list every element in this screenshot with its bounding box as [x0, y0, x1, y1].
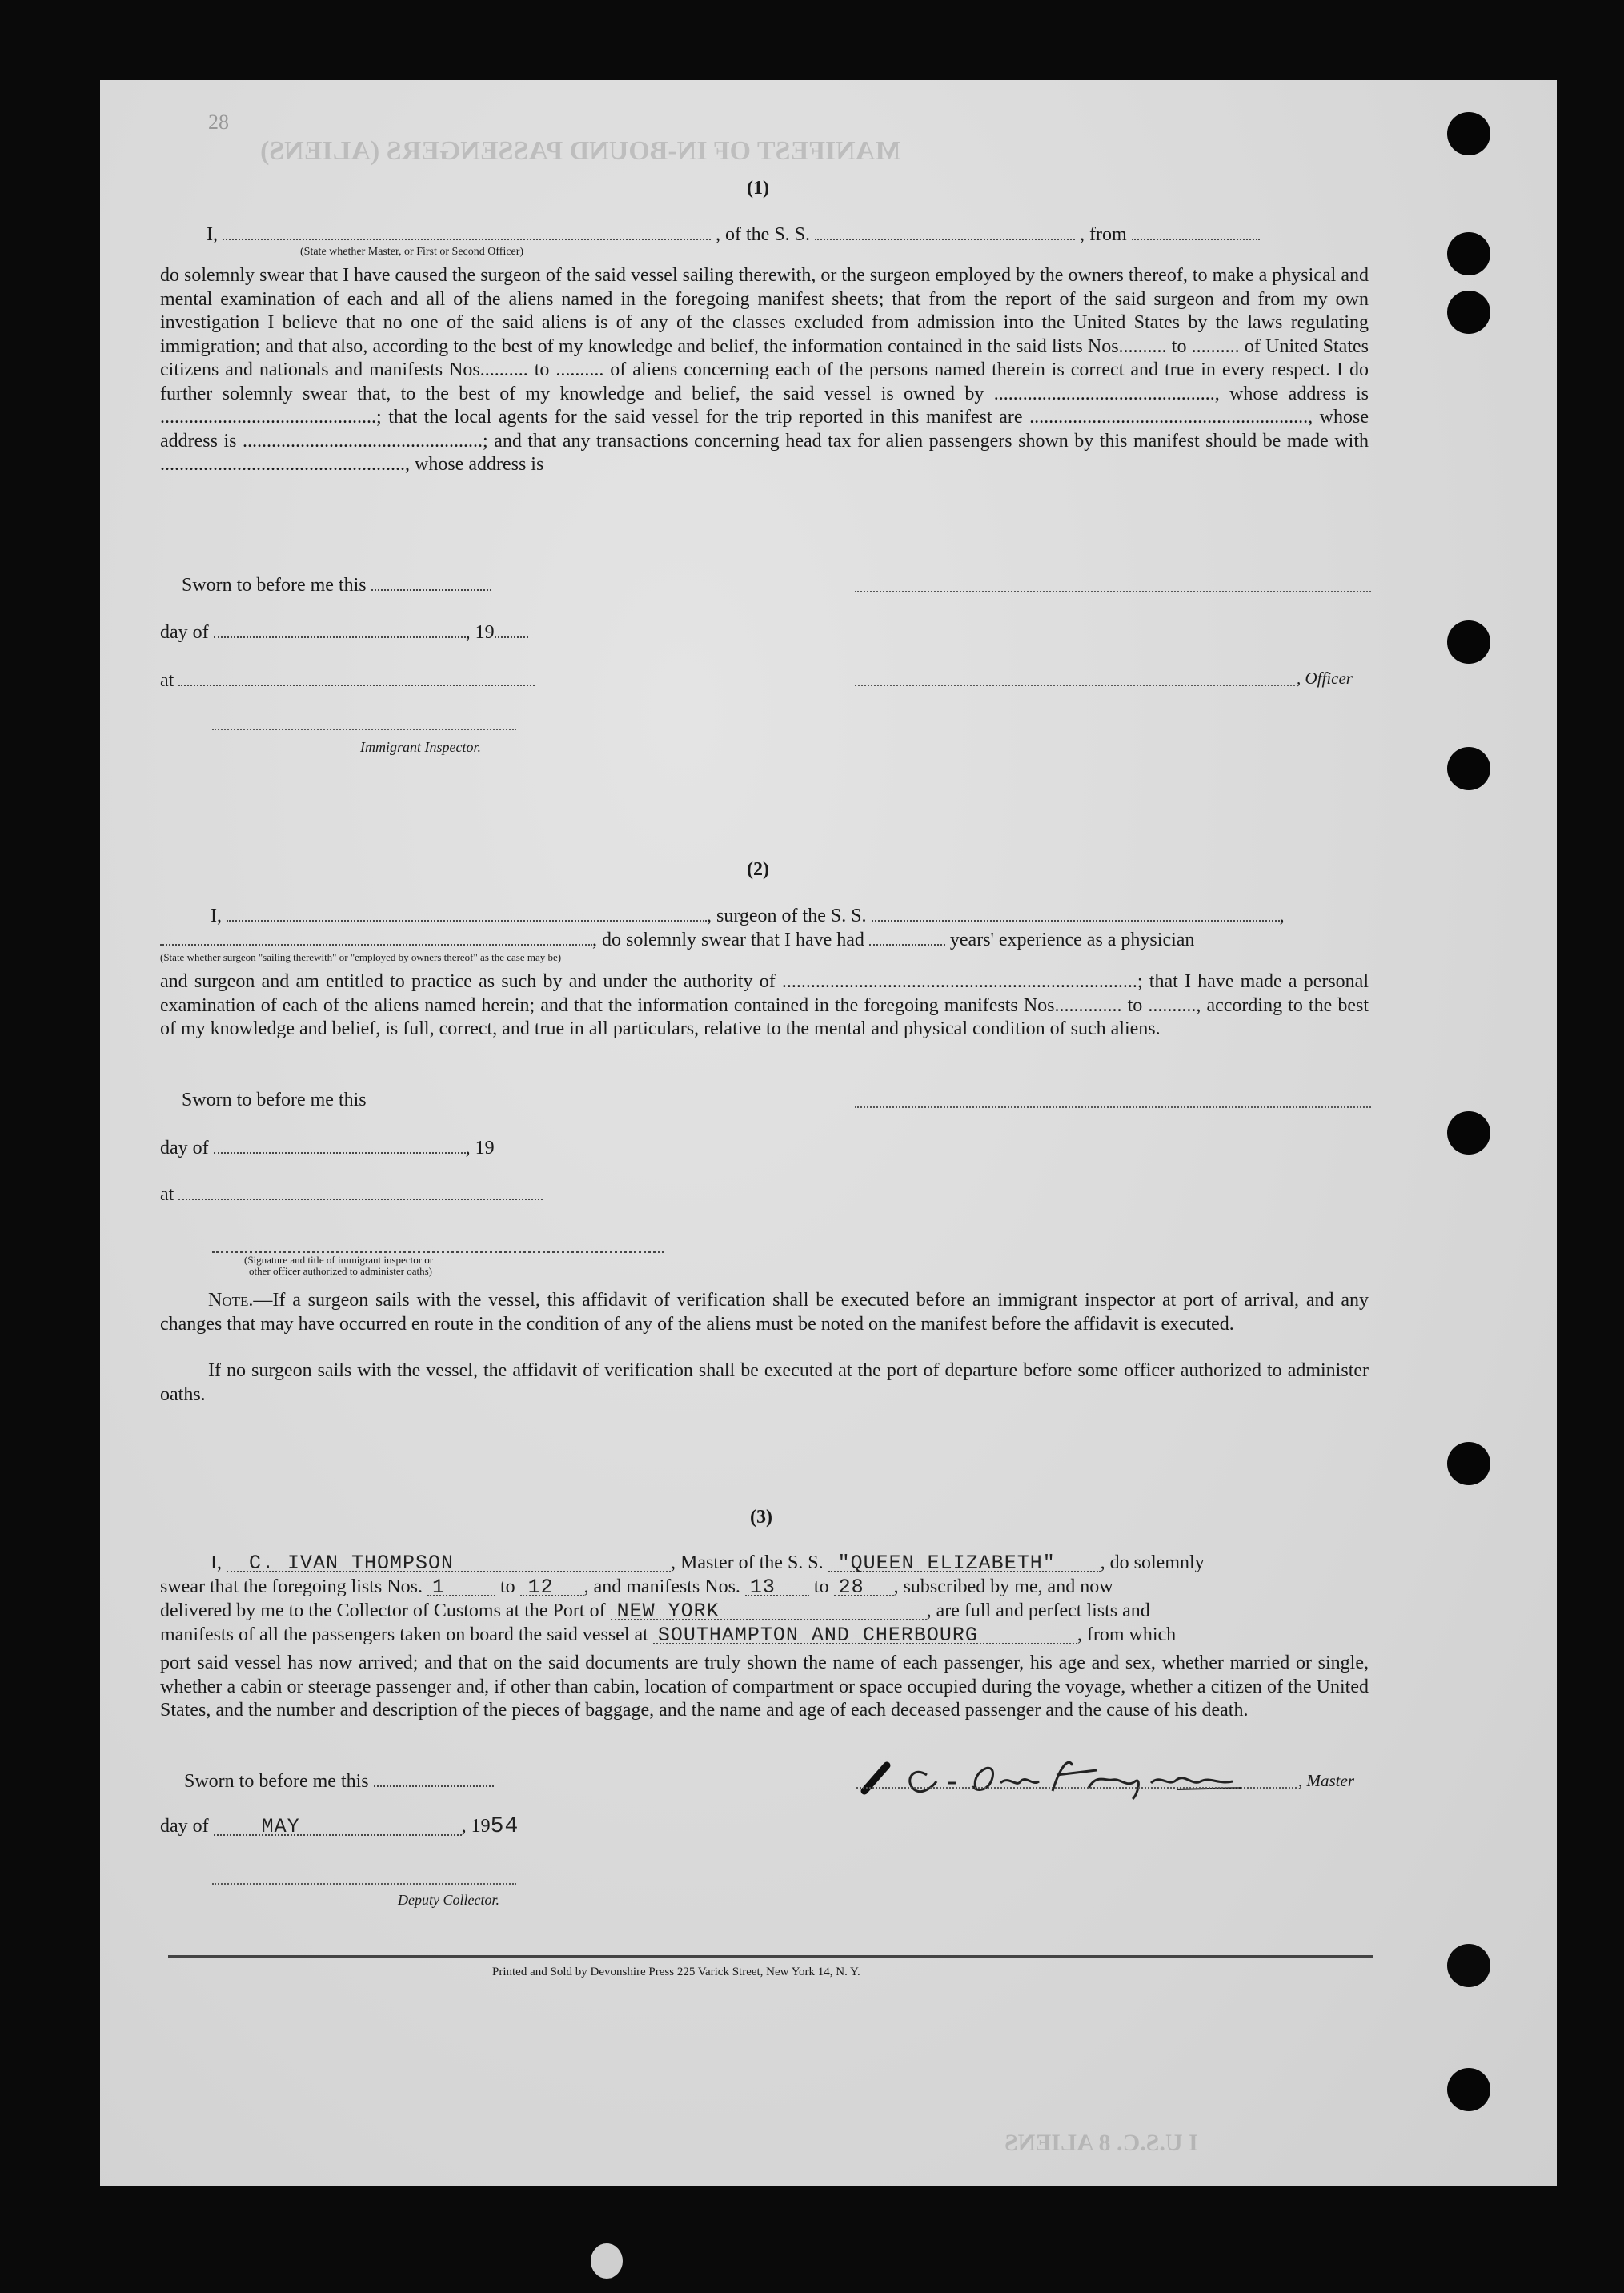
day-of-label: day of [160, 1138, 209, 1159]
vessel-name-field [815, 224, 1075, 240]
sworn-field [371, 575, 491, 591]
note-text-1: —If a surgeon sails with the vessel, this affidavit of verification shall be executed before an immigrant inspector at port of arrival, and any changes that may have occurred en route in the condition of any of the aliens must be noted on the manifest before the affidavit is executed. [160, 1290, 1369, 1335]
arrival-port: NEW YORK [616, 1600, 720, 1623]
bleed-stamp: I U.S.C. 8 ALIENS [1004, 2130, 1198, 2156]
to-label: to [813, 1576, 829, 1597]
day-field [214, 622, 466, 638]
form-sheet [100, 80, 1557, 2186]
note-paragraph-2: If no surgeon sails with the vessel, the affidavit of verification shall be executed at the port of departure before some officer authorized to administer oaths. [160, 1360, 1369, 1405]
year-value: 54 [490, 1814, 519, 1839]
section-2-swear-line [160, 930, 1194, 950]
deputy-line [212, 1883, 516, 1885]
of-ss-label: , of the S. S. [716, 224, 811, 245]
officer-signature-line [855, 591, 1371, 592]
binder-hole [1447, 2068, 1490, 2111]
at-label: at [160, 670, 174, 691]
surgeon-vessel-field [872, 906, 1280, 922]
surgeon-signature-line [855, 1106, 1371, 1108]
sworn-label: Sworn to before me this [182, 575, 367, 596]
binder-hole [1447, 1111, 1490, 1155]
bleed-header: MANIFEST OF IN-BOUND PASSENGERS (ALIENS) [260, 136, 901, 166]
section-2-day-of [160, 1138, 495, 1158]
section-1-sworn [182, 575, 491, 595]
at-label: at [160, 1184, 174, 1205]
swear-lists-label: swear that the foregoing lists Nos. [160, 1576, 423, 1597]
section-3-lists-line [160, 1576, 1113, 1599]
surgeon-name-field [227, 906, 707, 922]
section-1-day-of [160, 622, 528, 642]
section-1-caption: (State whether Master, or First or Second Officer) [300, 246, 524, 258]
section-2-sworn [182, 1090, 367, 1110]
section-3-number: (3) [750, 1507, 772, 1528]
section-1-body: do solemnly swear that I have caused the surgeon of the said vessel sailing therewith, or the surgeon employed by the owners thereof, to make a physical and mental examination of each and all of the aliens named in the foregoing manifest sheets; that from the report of the said surgeon and from my own investigation I believe that no one of the said aliens is of any of the classes excluded from admission into the United States by the laws regulating immigration; and that also, according to the best of my knowledge and belief, the information contained in the said lists Nos.......... to .......... of United States citizens and nationals and manifests Nos.......... to .......... of aliens concerning each of the persons named therein is correct and true in every respect. I do further solemnly swear that, to the best of my knowledge and belief, the said vessel is owned by .............................................., whose address is .............................................; that the local agents for the said vessel for the trip reported in this manifest are .........................................................., whose address is ..................................................; and that any transactions concerning head tax for alien passengers shown by this manifest should be made with ..................................................., whose address is [160, 265, 1369, 475]
ship-name: "QUEEN ELIZABETH" [837, 1552, 1056, 1575]
footer-rule [168, 1955, 1373, 1958]
binder-hole [1447, 291, 1490, 334]
section-3-i-line [211, 1552, 1205, 1575]
binder-hole [1447, 112, 1490, 155]
years-field [869, 930, 945, 946]
binder-hole [1447, 1944, 1490, 1987]
at-field [178, 670, 535, 686]
officer-name-field [223, 224, 711, 240]
i-label: I, [211, 906, 222, 926]
binder-hole [1447, 747, 1490, 790]
section-3-day-of [160, 1816, 519, 1838]
sig-caption-1: (Signature and title of immigrant inspector or [244, 1254, 434, 1266]
section-2-at [160, 1184, 543, 1204]
sworn-label: Sworn to before me this [182, 1090, 367, 1110]
page-number: 28 [208, 110, 229, 134]
binder-hole [1447, 232, 1490, 275]
manifests-to: 28 [838, 1576, 864, 1599]
from-label: , from [1080, 224, 1127, 245]
inspector-signature-line [212, 1251, 664, 1253]
year-label: , 19 [465, 1138, 495, 1159]
full-perfect-label: , are full and perfect lists and [926, 1600, 1150, 1621]
note-paragraph [160, 1289, 1369, 1336]
officer-line [855, 685, 1295, 686]
section-2-number: (2) [747, 859, 769, 880]
surgeon-of-label: , surgeon of the S. S. [707, 906, 867, 926]
note-label: Note. [208, 1290, 254, 1311]
sworn-label: Sworn to before me this [184, 1771, 369, 1792]
master-signature-line [856, 1787, 1297, 1789]
lists-to: 12 [527, 1576, 554, 1599]
section-3-sworn [184, 1771, 494, 1791]
manifests-from: 13 [749, 1576, 776, 1599]
subscribed-label: , subscribed by me, and now [893, 1576, 1113, 1597]
year-label: , 19 [465, 622, 495, 643]
section-1-at [160, 670, 535, 690]
from-port-field [1132, 224, 1260, 240]
years-label: years' experience as a physician [949, 930, 1195, 950]
from-which-label: , from which [1077, 1624, 1177, 1645]
binder-hole [1447, 620, 1490, 664]
year-field [495, 622, 528, 638]
day-of-label: day of [160, 1816, 209, 1837]
section-2-i-line: I, , surgeon of the S. S. , [211, 906, 1285, 926]
solemnly-label: , do solemnly [1100, 1552, 1205, 1573]
inspector-line [212, 729, 516, 730]
section-2-body: and surgeon and am entitled to practice as such by and under the authority of ..........................................................................; that I have made a personal examination of each of the aliens named herein; and that the information contained in the foregoing manifests Nos.............. to .........., according to the best of my knowledge and belief, is full, correct, and true in all particulars, relative to the mental and physical condition of such aliens. [160, 971, 1369, 1039]
swear-label: , do solemnly swear that I have had [592, 930, 864, 950]
deputy-label: Deputy Collector. [398, 1892, 499, 1908]
section-3-body: port said vessel has now arrived; and that on the said documents are truly shown the name of each passenger, his age and sex, whether married or single, whether a cabin or steerage passenger and, if other than cabin, location of compartment or space occupied during the voyage, whether a citizen of the United States, and the number and description of the pieces of baggage, and the name and age of each deceased passenger and the cause of his death. [160, 1652, 1369, 1721]
sworn-field [374, 1771, 494, 1787]
footer-imprint: Printed and Sold by Devonshire Press 225 Varick Street, New York 14, N. Y. [492, 1966, 860, 1978]
paper-scrap [591, 2243, 623, 2279]
and-manifests-label: , and manifests Nos. [583, 1576, 740, 1597]
year-label: , 19 [461, 1816, 491, 1837]
month-value: MAY [261, 1815, 300, 1838]
sig-caption-2: other officer authorized to administer oaths) [249, 1265, 432, 1277]
i-label: I, [211, 1552, 222, 1573]
to-label: to [499, 1576, 515, 1597]
section-1-number: (1) [747, 178, 769, 199]
lists-from: 1 [431, 1576, 445, 1599]
surgeon-status-field [160, 930, 592, 946]
manifests-all-label: manifests of all the passengers taken on board the said vessel at [160, 1624, 648, 1645]
master-label: , Master [1298, 1771, 1354, 1790]
at-field [178, 1184, 543, 1200]
delivered-label: delivered by me to the Collector of Customs at the Port of [160, 1600, 606, 1621]
day-field [214, 1138, 466, 1154]
inspector-label: Immigrant Inspector. [360, 739, 481, 755]
embark-ports: SOUTHAMPTON AND CHERBOURG [657, 1624, 978, 1647]
section-1-i-line [207, 224, 1260, 244]
master-signature [856, 1741, 1345, 1805]
i-label: I, [207, 224, 218, 245]
section-3-embark-line [160, 1624, 1177, 1647]
section-3-port-line [160, 1600, 1150, 1623]
binder-hole [1447, 1442, 1490, 1485]
master-name: C. IVAN THOMPSON [249, 1552, 455, 1575]
section-2-caption: (State whether surgeon "sailing therewith" or "employed by owners thereof" as the case may be) [160, 951, 562, 963]
officer-label: , Officer [1297, 669, 1353, 688]
master-of-label: , Master of the S. S. [671, 1552, 824, 1573]
day-of-label: day of [160, 622, 209, 643]
